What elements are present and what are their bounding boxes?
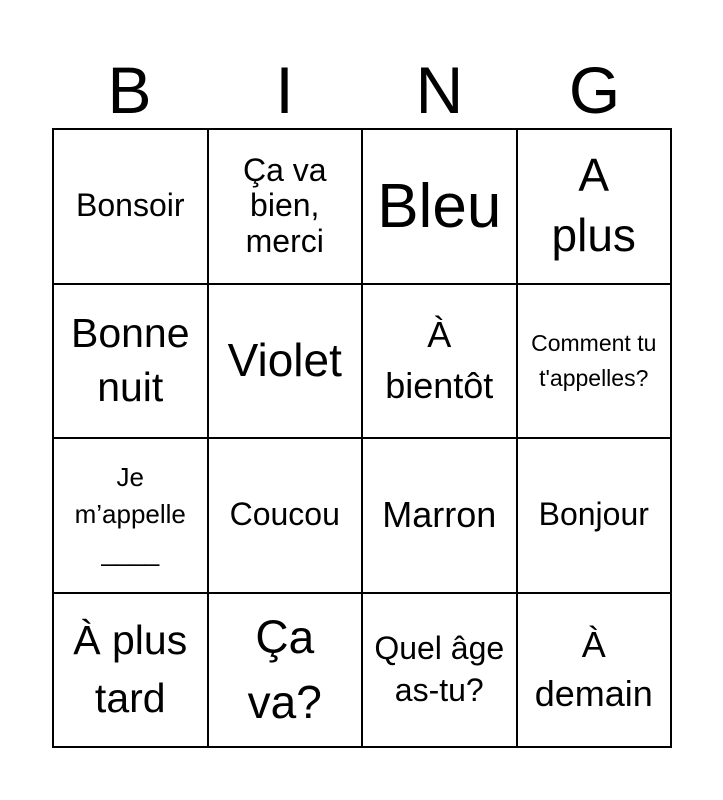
header-letter-n: N — [415, 53, 464, 127]
bingo-cell-r4c2[interactable] — [209, 594, 364, 749]
cell-text: Bleu — [377, 171, 502, 241]
cell-text: Comment tu t'appelles? — [531, 330, 657, 391]
cell-text: Bonne nuit — [70, 310, 190, 410]
bingo-cell-r2c1[interactable] — [54, 285, 209, 440]
bingo-cell-r4c4[interactable] — [518, 594, 673, 749]
bingo-cell-r4c3[interactable] — [363, 594, 518, 749]
bingo-cell-r3c3[interactable] — [363, 439, 518, 594]
bingo-cell-r3c4[interactable] — [518, 439, 673, 594]
cell-text: À plus tard — [73, 617, 188, 721]
bingo-header — [52, 54, 672, 126]
header-letter-i: I — [275, 53, 294, 127]
cell-text: Marron — [382, 494, 497, 536]
bingo-cell-r1c2[interactable] — [209, 130, 364, 285]
bingo-cell-r3c2[interactable] — [209, 439, 364, 594]
cell-text: À demain — [534, 624, 653, 714]
cell-text: Je m’appelle ____ — [74, 461, 186, 568]
cell-text: Coucou — [229, 496, 340, 533]
bingo-cell-r2c4[interactable] — [518, 285, 673, 440]
header-letter-b: B — [107, 53, 152, 127]
cell-text: Violet — [227, 333, 342, 386]
header-letter-g: G — [568, 53, 621, 127]
cell-text: Quel âge as-tu? — [374, 630, 505, 708]
cell-text: Ça va? — [247, 611, 322, 728]
cell-text: Ça va bien, merci — [242, 151, 327, 260]
bingo-cell-r1c3[interactable] — [363, 130, 518, 285]
bingo-cell-r1c4[interactable] — [518, 130, 673, 285]
bingo-cell-r1c1[interactable] — [54, 130, 209, 285]
bingo-grid — [52, 128, 672, 748]
cell-text: A plus — [551, 149, 636, 262]
bingo-cell-r2c2[interactable] — [209, 285, 364, 440]
cell-text: Bonsoir — [76, 187, 185, 224]
bingo-cell-r2c3[interactable] — [363, 285, 518, 440]
bingo-cell-r4c1[interactable] — [54, 594, 209, 749]
cell-text: À bientôt — [385, 314, 494, 406]
cell-text: Bonjour — [538, 496, 649, 533]
bingo-cell-r3c1[interactable] — [54, 439, 209, 594]
